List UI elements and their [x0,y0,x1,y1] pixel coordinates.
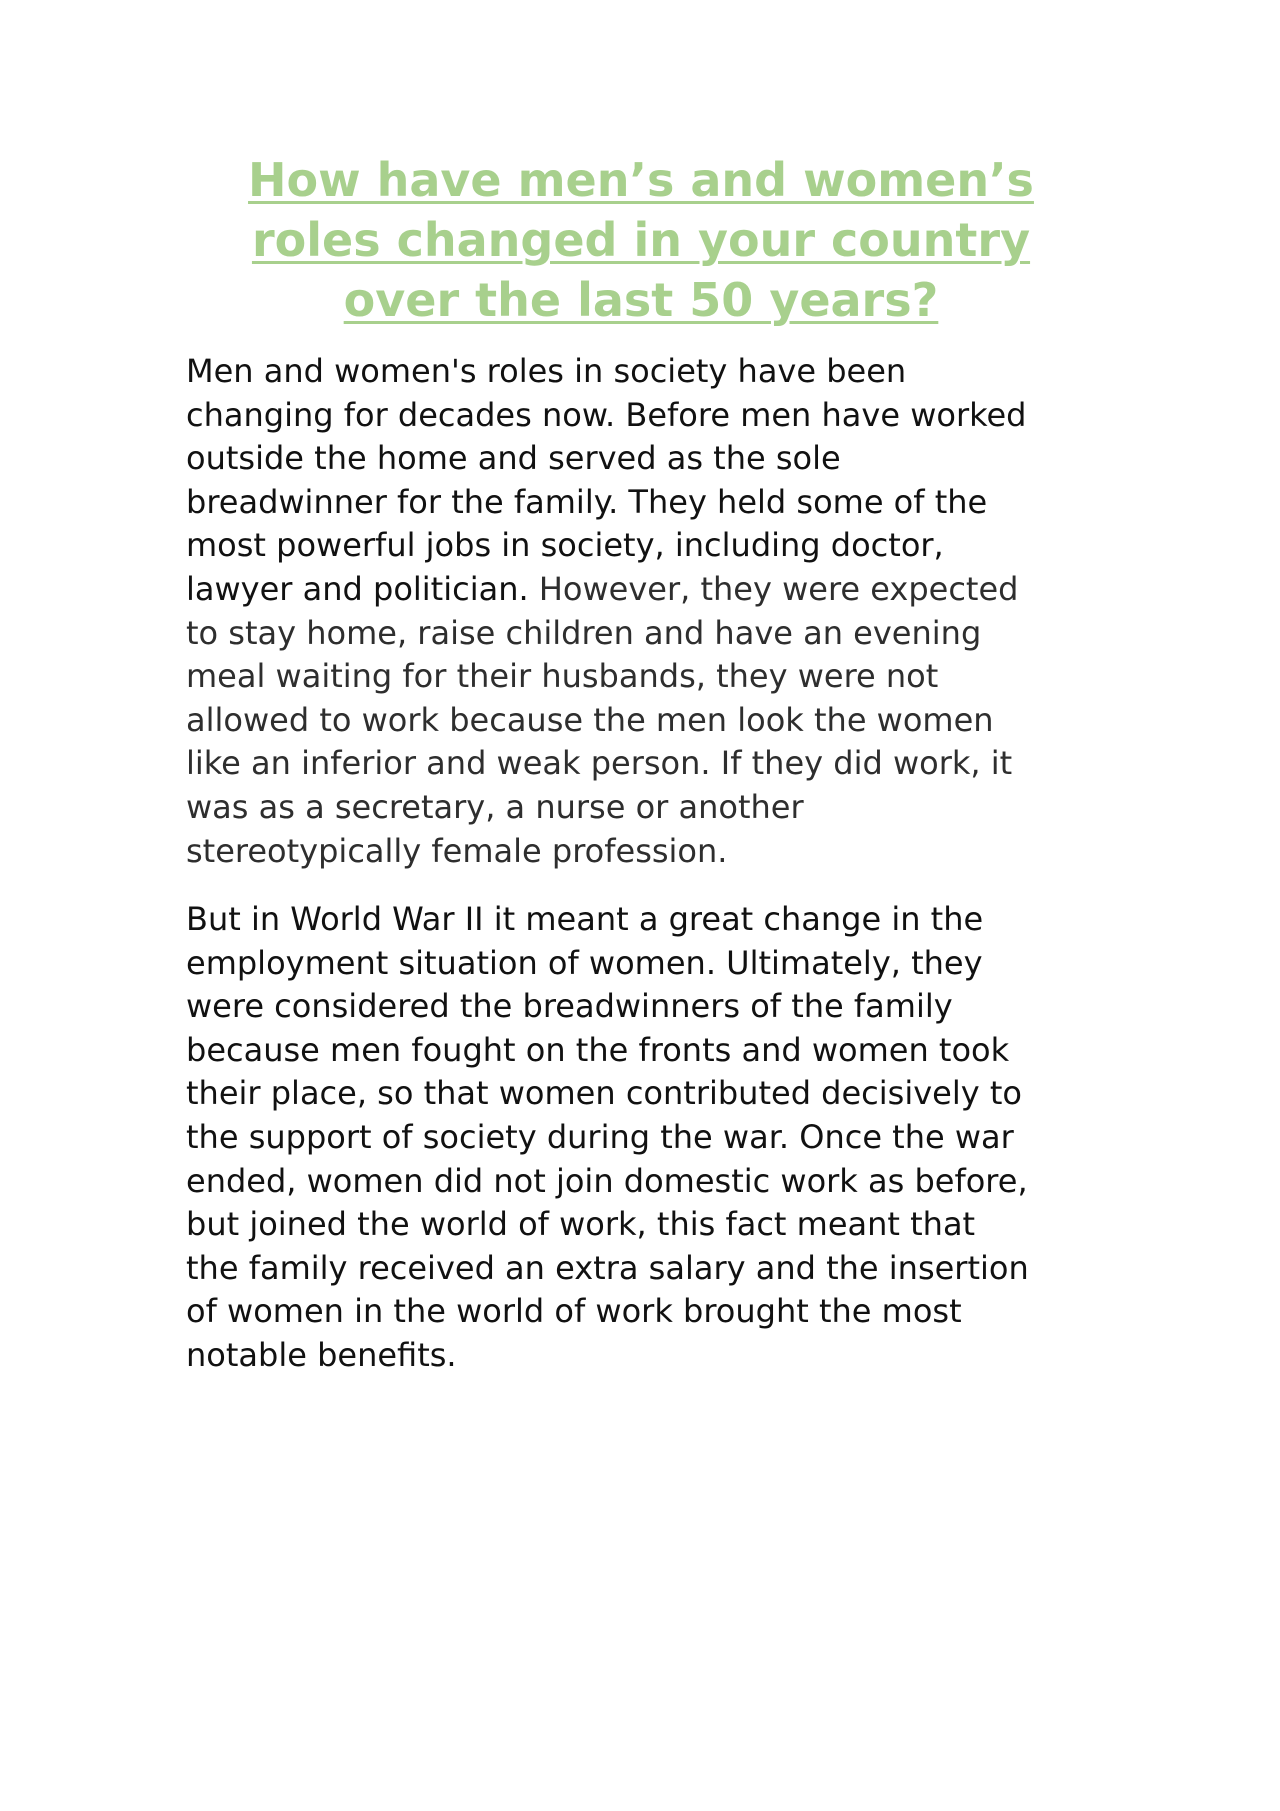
paragraph-2-line-11: notable benefits. [186,1335,457,1374]
document-title [186,150,1096,330]
paragraph-2-line-1: But in World War II it meant a great change in the [186,900,984,938]
paragraph-1-line-6-part-2: However, they were expected [538,569,1019,608]
paragraph-1-line-9: allowed to work because the men look the women [186,700,994,739]
paragraph-2-line-2: employment situation of women. Ultimately, they [186,943,983,982]
paragraph-2-line-10: of women in the world of work brought the most [186,1292,962,1331]
paragraph-2-line-3: were considered the breadwinners of the family [186,987,953,1026]
paragraph-1 [186,350,1126,873]
paragraph-2 [186,898,1126,1378]
paragraph-2-line-8: but joined the world of work, this fact meant that [186,1205,976,1244]
title-line-1: How have men’s and women’s [248,153,1034,207]
paragraph-2-line-4: because men fought on the fronts and women took [186,1030,1010,1069]
paragraph-1-line-6-part-1: lawyer and politician. [186,569,529,608]
paragraph-1-line-5: most powerful jobs in society, including doctor, [186,526,944,565]
paragraph-1-line-7: to stay home, raise children and have an evening [186,613,982,652]
paragraph-1-line-8: meal waiting for their husbands, they were not [186,657,939,696]
paragraph-1-line-2: changing for decades now. Before men have worked [186,395,1027,434]
paragraph-2-line-7: ended, women did not join domestic work as before, [186,1161,1028,1200]
paragraph-1-line-11: was as a secretary, a nurse or another [186,787,804,826]
paragraph-1-line-12: stereotypically female profession. [186,831,728,870]
paragraph-1-line-4: breadwinner for the family. They held some of the [186,482,988,521]
paragraph-1-line-1: Men and women's roles in society have been [186,352,907,390]
paragraph-1-line-10: like an inferior and weak person. If they did work, it [186,744,1013,783]
paragraph-1-line-3: outside the home and served as the sole [186,439,841,478]
title-line-3: over the last 50 years? [343,273,939,327]
paragraph-2-line-6: the support of society during the war. Once the war [186,1117,1014,1156]
paragraph-2-line-9: the family received an extra salary and the insertion [186,1248,1029,1287]
paragraph-2-line-5: their place, so that women contributed decisively to [186,1074,1022,1113]
title-line-2: roles changed in your country [251,213,1031,267]
paragraph-1-line-6 [186,568,1126,612]
